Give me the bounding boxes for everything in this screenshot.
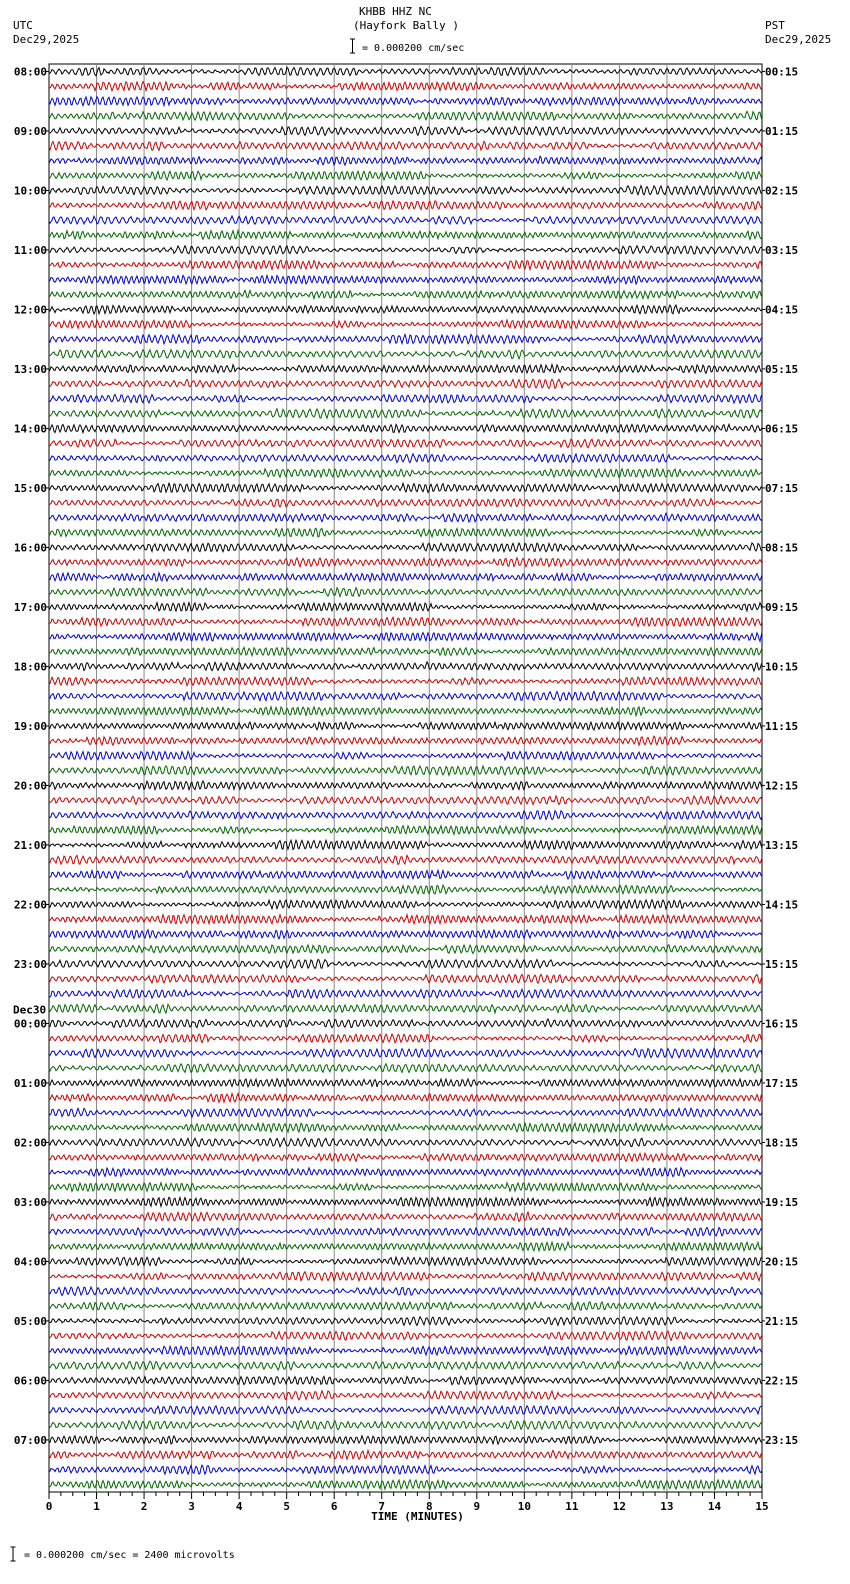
x-tick-label: 13: [660, 1500, 674, 1513]
date-change-label: Dec30: [13, 1003, 47, 1017]
pst-hour-label: 12:15: [765, 779, 799, 793]
x-tick-label: 5: [283, 1500, 290, 1513]
station-location: (Hayfork Bally ): [353, 19, 459, 32]
pst-hour-label: 03:15: [765, 243, 799, 257]
seismic-trace: [49, 305, 762, 314]
seismic-trace: [49, 930, 762, 939]
seismic-trace: [49, 201, 762, 210]
pst-hour-label: 23:15: [765, 1433, 799, 1447]
pst-hour-label: 14:15: [765, 898, 799, 912]
seismic-trace: [49, 216, 762, 224]
left-date: Dec29,2025: [13, 33, 80, 46]
seismic-trace: [49, 885, 762, 894]
seismic-trace: [49, 1004, 762, 1013]
seismic-trace: [49, 796, 762, 805]
seismic-trace: [49, 111, 762, 120]
pst-hour-label: 22:15: [765, 1374, 799, 1388]
seismic-trace: [49, 707, 762, 716]
utc-hour-label: 22:00: [13, 898, 47, 912]
x-tick-label: 2: [140, 1500, 148, 1513]
seismic-trace: [49, 1138, 762, 1147]
seismic-trace: [49, 1465, 762, 1474]
x-tick-label: 15: [755, 1500, 769, 1513]
seismic-trace: [49, 1331, 762, 1340]
seismic-trace: [49, 1048, 762, 1057]
seismic-trace: [49, 840, 762, 849]
pst-hour-label: 13:15: [765, 838, 799, 852]
pst-hour-label: 05:15: [765, 362, 799, 376]
utc-hour-label: 21:00: [13, 838, 47, 852]
pst-hour-label: 17:15: [765, 1076, 799, 1090]
utc-hour-label: 09:00: [13, 124, 47, 138]
seismic-trace: [49, 439, 762, 448]
seismic-trace: [49, 394, 762, 403]
seismic-trace: [49, 632, 762, 641]
seismic-trace: [49, 1480, 762, 1489]
calibration-bar-icon: [9, 1546, 17, 1562]
seismic-trace: [49, 1376, 762, 1384]
seismic-trace: [49, 1346, 762, 1355]
seismic-trace: [49, 1108, 762, 1117]
utc-hour-label: 06:00: [13, 1374, 47, 1388]
seismic-trace: [49, 751, 762, 760]
utc-hour-label: 03:00: [13, 1195, 47, 1209]
seismic-trace: [49, 1064, 762, 1073]
utc-hour-label: 10:00: [13, 184, 47, 198]
seismic-trace: [49, 677, 762, 686]
seismic-trace: [49, 67, 762, 76]
utc-hour-label: 12:00: [13, 303, 47, 317]
seismic-trace: [49, 588, 762, 597]
utc-hour-label: 11:00: [13, 243, 47, 257]
seismic-trace: [49, 513, 762, 522]
x-tick-label: 14: [707, 1500, 722, 1513]
seismic-trace: [49, 409, 762, 418]
x-tick-label: 11: [565, 1500, 579, 1513]
seismic-trace: [49, 766, 762, 775]
scale-text: = 0.000200 cm/sec: [362, 43, 465, 54]
seismic-trace: [49, 573, 762, 582]
seismic-trace: [49, 424, 762, 432]
pst-hour-label: 21:15: [765, 1314, 799, 1328]
left-timezone: UTC: [13, 19, 33, 32]
seismic-trace: [49, 974, 762, 983]
utc-hour-label: 02:00: [13, 1136, 47, 1150]
seismic-trace: [49, 1153, 762, 1161]
x-tick-label: 7: [378, 1500, 386, 1513]
utc-hour-label: 05:00: [13, 1314, 47, 1328]
seismic-trace: [49, 246, 762, 255]
seismic-trace: [49, 989, 762, 998]
seismic-trace: [49, 290, 762, 298]
seismic-trace: [49, 1242, 762, 1251]
seismic-trace: [49, 1123, 762, 1132]
right-timezone: PST: [765, 19, 785, 32]
utc-hour-label: 08:00: [13, 65, 47, 79]
seismic-trace: [49, 915, 762, 924]
seismic-trace: [49, 1079, 762, 1087]
seismic-trace: [49, 1287, 762, 1296]
seismic-trace: [49, 186, 762, 195]
seismic-trace: [49, 1421, 762, 1430]
seismic-trace: [49, 97, 762, 106]
seismic-trace: [49, 1406, 762, 1415]
seismic-trace: [49, 350, 762, 359]
seismic-trace: [49, 1094, 762, 1103]
right-date: Dec29,2025: [765, 33, 832, 46]
seismic-trace: [49, 171, 762, 180]
seismic-trace: [49, 722, 762, 730]
seismic-trace: [49, 499, 762, 507]
seismic-trace: [49, 483, 762, 492]
seismic-trace: [49, 647, 762, 655]
x-tick-label: 1: [93, 1500, 100, 1513]
pst-hour-label: 20:15: [765, 1255, 799, 1269]
x-tick-label: 8: [425, 1500, 433, 1513]
pst-hour-label: 15:15: [765, 957, 799, 971]
x-tick-label: 10: [517, 1500, 531, 1513]
pst-hour-label: 09:15: [765, 600, 799, 614]
utc-hour-label: 19:00: [13, 719, 47, 733]
seismic-trace: [49, 260, 762, 269]
utc-hour-label: 20:00: [13, 779, 47, 793]
seismic-trace: [49, 528, 762, 537]
pst-hour-label: 10:15: [765, 660, 799, 674]
seismic-trace: [49, 1197, 762, 1206]
seismic-trace: [49, 1034, 762, 1043]
x-tick-label: 6: [330, 1500, 338, 1513]
seismic-trace: [49, 156, 762, 165]
seismic-trace: [49, 275, 762, 284]
seismic-trace: [49, 127, 762, 136]
seismic-trace: [49, 1183, 762, 1192]
pst-hour-label: 01:15: [765, 124, 799, 138]
seismic-trace: [49, 1228, 762, 1237]
seismic-trace: [49, 320, 762, 328]
utc-hour-label: 13:00: [13, 362, 47, 376]
pst-hour-label: 02:15: [765, 184, 799, 198]
seismic-trace: [49, 543, 762, 552]
seismic-trace: [49, 811, 762, 820]
calibration-text: = 0.000200 cm/sec = 2400 microvolts: [24, 1550, 235, 1561]
utc-hour-label: 17:00: [13, 600, 47, 614]
seismic-trace: [49, 365, 762, 374]
seismic-trace: [49, 603, 762, 611]
seismic-trace: [49, 379, 762, 388]
pst-hour-label: 00:15: [765, 65, 799, 79]
x-tick-label: 12: [612, 1500, 627, 1513]
seismic-trace: [49, 736, 762, 745]
x-axis-label: TIME (MINUTES): [371, 1510, 464, 1523]
seismic-trace: [49, 1019, 762, 1028]
pst-hour-label: 04:15: [765, 303, 799, 317]
utc-hour-label: 15:00: [13, 481, 47, 495]
x-tick-label: 0: [45, 1500, 53, 1513]
seismic-trace: [49, 826, 762, 835]
station-title: KHBB HHZ NC: [359, 5, 432, 18]
pst-hour-label: 16:15: [765, 1017, 799, 1031]
utc-hour-label: 04:00: [13, 1255, 47, 1269]
seismic-trace: [49, 1391, 762, 1400]
seismic-trace: [49, 855, 762, 864]
x-tick-label: 3: [188, 1500, 195, 1513]
utc-hour-label: 23:00: [13, 957, 47, 971]
seismic-trace: [49, 781, 762, 790]
seismic-trace: [49, 692, 762, 701]
seismic-trace: [49, 335, 762, 344]
pst-hour-label: 08:15: [765, 541, 799, 555]
seismic-trace: [49, 1168, 762, 1177]
utc-hour-label: 07:00: [13, 1433, 47, 1447]
seismic-trace: [49, 1257, 762, 1266]
pst-hour-label: 06:15: [765, 422, 799, 436]
utc-hour-label: 01:00: [13, 1076, 47, 1090]
seismic-trace: [49, 960, 762, 969]
utc-hour-label: 18:00: [13, 660, 47, 674]
seismic-trace: [49, 469, 762, 478]
pst-hour-label: 18:15: [765, 1136, 799, 1150]
seismic-trace: [49, 1317, 762, 1326]
seismic-trace: [49, 231, 762, 240]
utc-hour-label: 14:00: [13, 422, 47, 436]
seismic-trace: [49, 900, 762, 909]
seismic-trace: [49, 662, 762, 671]
seismic-trace: [49, 870, 762, 879]
utc-hour-label: 16:00: [13, 541, 47, 555]
seismic-trace: [49, 617, 762, 626]
utc-hour-label: 00:00: [13, 1017, 47, 1031]
seismic-trace: [49, 454, 762, 463]
x-tick-label: 9: [473, 1500, 481, 1513]
pst-hour-label: 07:15: [765, 481, 799, 495]
x-tick-label: 4: [235, 1500, 243, 1513]
seismic-trace: [49, 1212, 762, 1221]
seismic-trace: [49, 1361, 762, 1370]
seismic-trace: [49, 558, 762, 567]
seismic-trace: [49, 1272, 762, 1281]
seismic-trace: [49, 1450, 762, 1459]
pst-hour-label: 19:15: [765, 1195, 799, 1209]
seismic-trace: [49, 82, 762, 91]
seismic-trace: [49, 141, 762, 150]
pst-hour-label: 11:15: [765, 719, 799, 733]
seismic-trace: [49, 945, 762, 954]
seismic-trace: [49, 1436, 762, 1444]
seismic-trace: [49, 1302, 762, 1310]
